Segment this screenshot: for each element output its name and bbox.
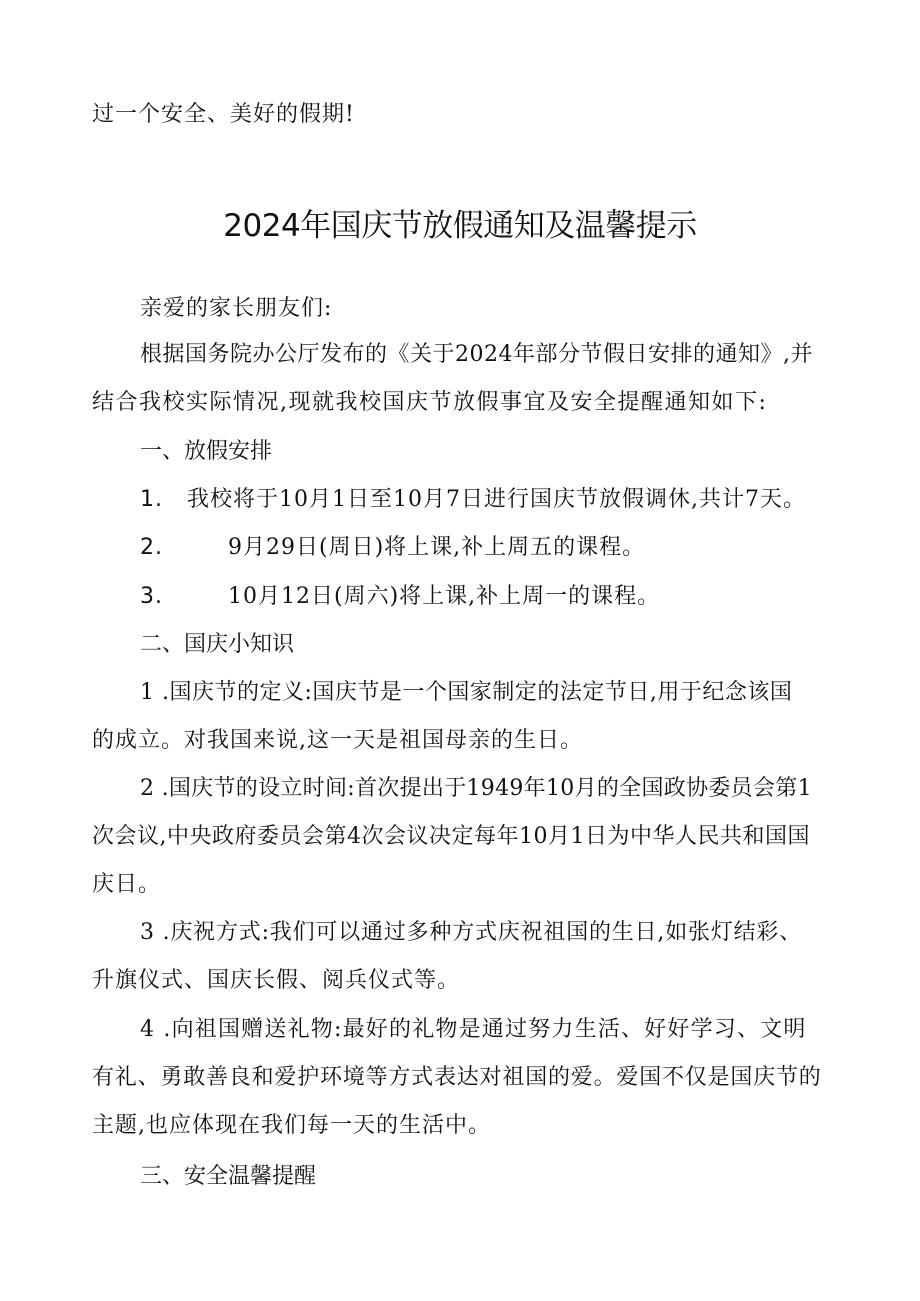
section-heading-national-day-knowledge: 二、国庆小知识: [140, 632, 295, 657]
intro-line-1: 根据国务院办公厅发布的《关于2024年部分节假日安排的通知》,并: [140, 342, 813, 367]
schedule-item-1-number: 1.: [140, 487, 163, 512]
knowledge-2-line-2: 次会议,中央政府委员会第4次会议决定每年10月1日为中华人民共和国国: [92, 824, 810, 849]
knowledge-1-line-2: 的成立。对我国来说,这一天是祖国母亲的生日。: [92, 728, 583, 753]
knowledge-4-line-2: 有礼、勇敢善良和爱护环境等方式表达对祖国的爱。爱国不仅是国庆节的: [92, 1065, 822, 1090]
knowledge-3-line-1: 3 .庆祝方式:我们可以通过多种方式庆祝祖国的生日,如张灯结彩、: [140, 920, 802, 945]
knowledge-1-line-1: 1 .国庆节的定义:国庆节是一个国家制定的法定节日,用于纪念该国: [140, 680, 793, 705]
schedule-item-1-text: 我校将于10月1日至10月7日进行国庆节放假调休,共计7天。: [187, 487, 806, 512]
knowledge-2-line-3: 庆日。: [92, 872, 162, 897]
schedule-item-3-text: 10月12日(周六)将上课,补上周一的课程。: [228, 584, 661, 609]
schedule-item-1: [140, 485, 806, 515]
knowledge-3-line-2: 升旗仪式、国庆长假、阅兵仪式等。: [92, 968, 461, 993]
schedule-item-2-number: 2.: [140, 535, 163, 560]
schedule-item-2-text: 9月29日(周日)将上课,补上周五的课程。: [228, 535, 646, 560]
section-heading-safety-reminders: 三、安全温馨提醒: [140, 1164, 317, 1189]
knowledge-4-line-1: 4 .向祖国赠送礼物:最好的礼物是通过努力生活、好好学习、文明: [140, 1017, 807, 1042]
schedule-item-3: [140, 582, 660, 612]
knowledge-2-line-1: 2 .国庆节的设立时间:首次提出于1949年10月的全国政协委员会第1: [140, 776, 812, 801]
schedule-item-3-number: 3.: [140, 584, 163, 609]
section-heading-holiday-schedule: 一、放假安排: [140, 439, 273, 464]
schedule-item-2: [140, 533, 645, 563]
closing-line: 过一个安全、美好的假期!: [92, 102, 355, 127]
document-title: 2024年国庆节放假通知及温馨提示: [223, 208, 697, 244]
knowledge-4-line-3: 主题,也应体现在我们每一天的生活中。: [92, 1113, 491, 1138]
intro-line-2: 结合我校实际情况,现就我校国庆节放假事宜及安全提醒通知如下:: [92, 390, 768, 415]
greeting: 亲爱的家长朋友们:: [140, 296, 333, 321]
